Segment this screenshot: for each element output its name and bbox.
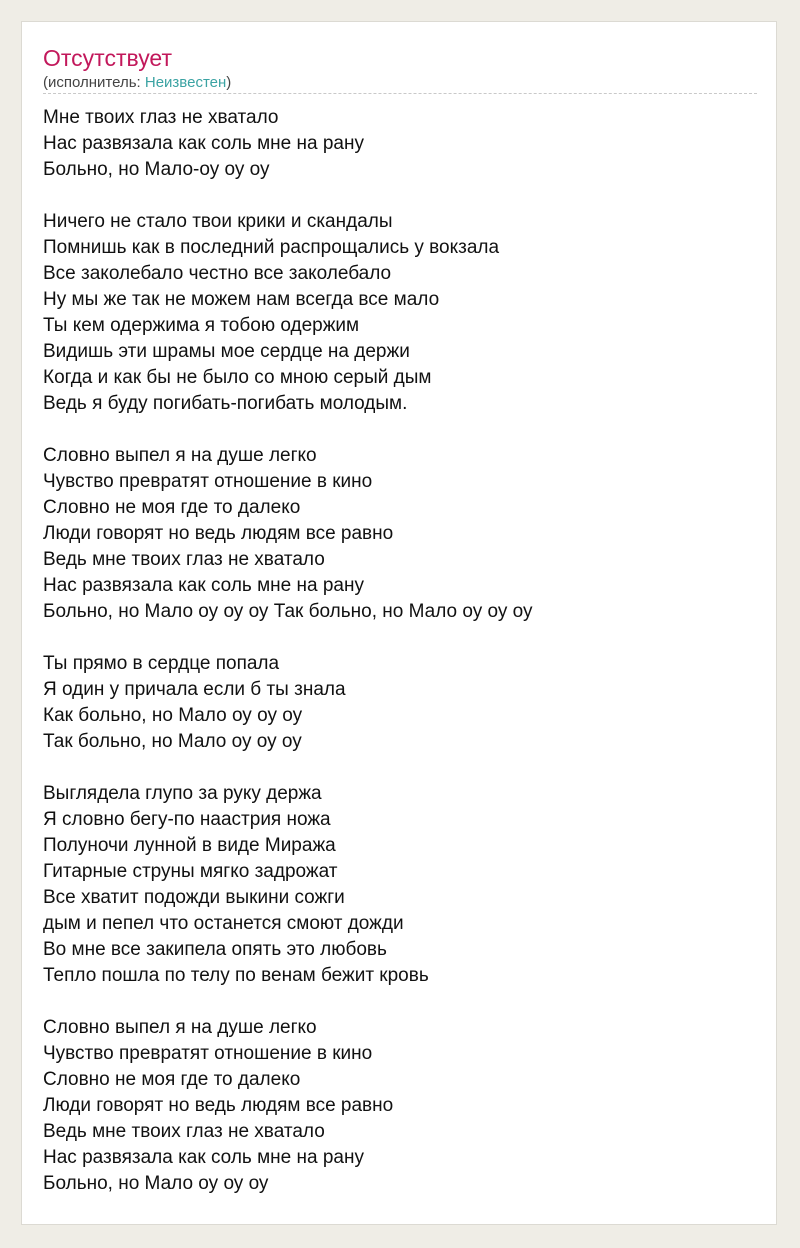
lyric-line: Больно, но Мало-оу оу оу — [43, 159, 270, 180]
lyrics-stanza — [43, 651, 763, 755]
lyric-line: Тепло пошла по телу по венам бежит кровь — [43, 965, 429, 986]
lyrics-body — [43, 105, 763, 1223]
lyrics-stanza — [43, 1015, 763, 1197]
lyric-line: Словно выпел я на душе легко — [43, 1017, 317, 1038]
lyrics-stanza — [43, 443, 763, 625]
lyric-line: Чувство превратят отношение в кино — [43, 471, 373, 492]
artist-prefix: (исполнитель: — [43, 74, 145, 91]
lyric-line: Я словно бегу-по наастрия ножа — [43, 809, 331, 830]
lyrics-card — [21, 21, 777, 1225]
lyrics-stanza — [43, 209, 763, 417]
lyric-line: Словно не моя где то далеко — [43, 497, 301, 518]
lyric-line: Словно не моя где то далеко — [43, 1069, 301, 1090]
song-title: Отсутствует — [43, 45, 172, 71]
lyric-line: Люди говорят но ведь людям все равно — [43, 1095, 394, 1116]
lyric-line: Все заколебало честно все заколебало — [43, 263, 392, 284]
lyric-line: Во мне все закипела опять это любовь — [43, 939, 387, 960]
lyric-line: Ведь я буду погибать-погибать молодым. — [43, 393, 408, 414]
lyric-line: Выглядела глупо за руку держа — [43, 783, 322, 804]
lyric-line: Нас развязала как соль мне на рану — [43, 133, 364, 154]
lyrics-stanza — [43, 781, 763, 989]
lyric-line: Гитарные струны мягко задрожат — [43, 861, 338, 882]
lyric-line: Как больно, но Мало оу оу оу — [43, 705, 303, 726]
lyric-line: Нас развязала как соль мне на рану — [43, 1147, 364, 1168]
lyric-line: Так больно, но Мало оу оу оу — [43, 731, 302, 752]
lyric-line: Словно выпел я на душе легко — [43, 445, 317, 466]
lyrics-stanza — [43, 105, 763, 183]
lyric-line: Больно, но Мало оу оу оу — [43, 1173, 269, 1194]
lyric-line: Нас развязала как соль мне на рану — [43, 575, 364, 596]
lyric-line: Ты прямо в сердце попала — [43, 653, 280, 674]
artist-line — [43, 73, 231, 93]
lyric-line: Люди говорят но ведь людям все равно — [43, 523, 394, 544]
lyric-line: Больно, но Мало оу оу оу Так больно, но Мало оу оу оу — [43, 601, 533, 622]
lyric-line: Мне твоих глаз не хватало — [43, 107, 279, 128]
lyric-line: Помнишь как в последний распрощались у вокзала — [43, 237, 500, 258]
lyric-line: Полуночи лунной в виде Миража — [43, 835, 336, 856]
lyric-line: Ты кем одержима я тобою одержим — [43, 315, 360, 336]
lyric-line: Ведь мне твоих глаз не хватало — [43, 549, 325, 570]
lyric-line: Я один у причала если б ты знала — [43, 679, 346, 700]
lyric-line: дым и пепел что останется смоют дожди — [43, 913, 404, 934]
lyric-line: Все хватит подожди выкини сожги — [43, 887, 345, 908]
lyric-line: Ну мы же так не можем нам всегда все мало — [43, 289, 440, 310]
lyric-line: Когда и как бы не было со мною серый дым — [43, 367, 432, 388]
lyric-line: Ничего не стало твои крики и скандалы — [43, 211, 393, 232]
artist-suffix: ) — [226, 74, 232, 91]
lyric-line: Ведь мне твоих глаз не хватало — [43, 1121, 325, 1142]
lyric-line: Чувство превратят отношение в кино — [43, 1043, 373, 1064]
lyric-line: Видишь эти шрамы мое сердце на держи — [43, 341, 410, 362]
divider — [43, 93, 757, 94]
artist-link[interactable]: Неизвестен — [144, 74, 227, 91]
